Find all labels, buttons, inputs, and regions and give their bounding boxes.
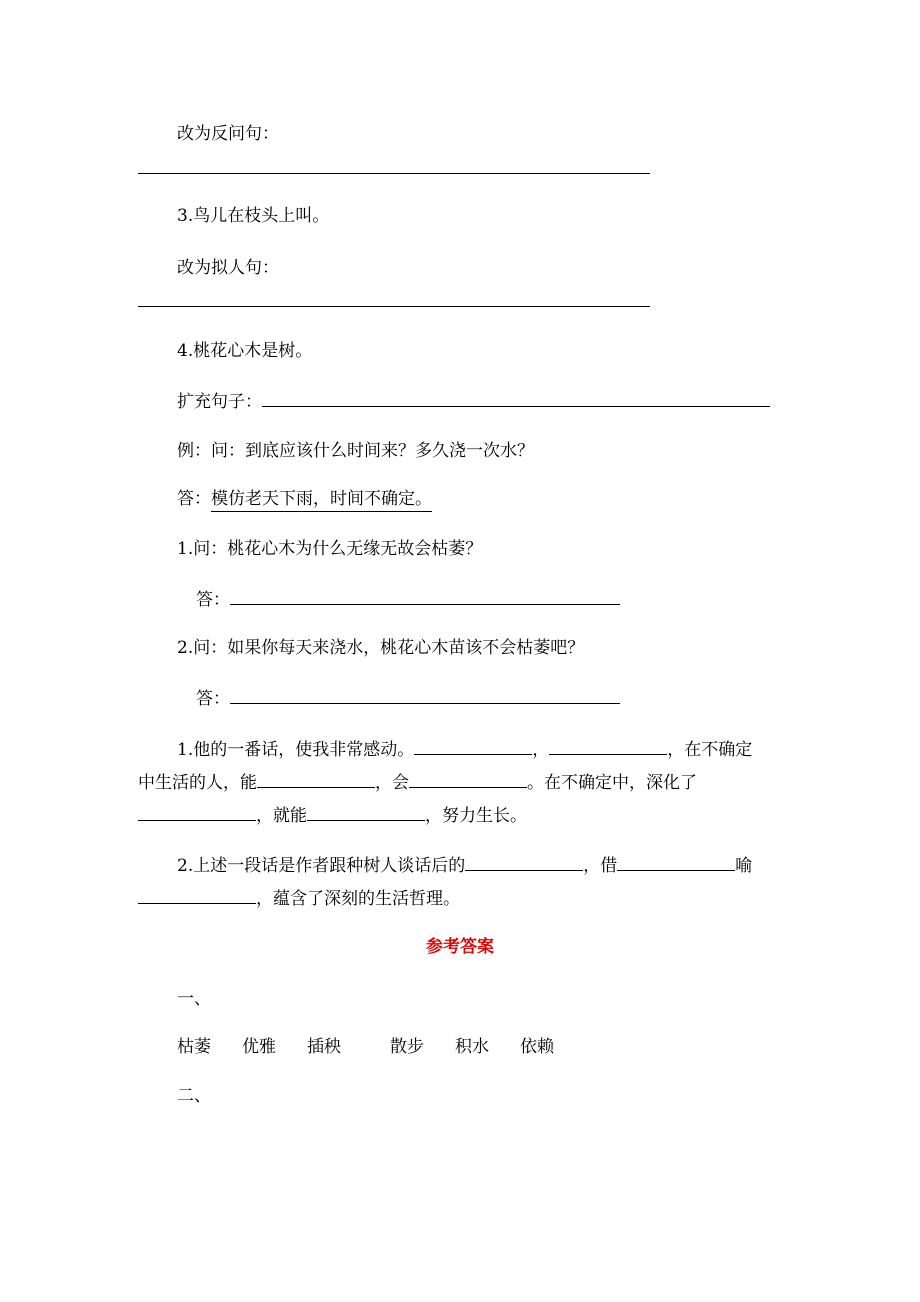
fill-2-blank-3[interactable] — [138, 887, 256, 904]
fill-1-text: 1.他的一番话，使我非常感动。 — [177, 740, 415, 760]
fill-2-text: 喻 — [735, 856, 753, 876]
fill-1-text: ，会 — [375, 773, 409, 793]
answer-word: 散步 — [390, 1037, 424, 1057]
example-answer-prefix: 答： — [177, 489, 211, 509]
fill-1-text: ，努力生长。 — [425, 806, 527, 826]
fill-1-text: 。在不确定中，深化了 — [527, 773, 697, 793]
section-one-heading: 一、 — [177, 989, 211, 1009]
fill-1-text: ，在不确定 — [667, 740, 753, 760]
fill-2-line-2 — [138, 887, 460, 910]
answers-title: 参考答案 — [426, 937, 494, 957]
example-answer-text: 模仿老天下雨，时间不确定。 — [211, 489, 432, 512]
fill-1-text: 中生活的人，能 — [138, 773, 257, 793]
fill-1-line-3 — [138, 804, 527, 827]
fill-1-line-1 — [177, 738, 752, 761]
fill-1-blank-3[interactable] — [257, 771, 375, 788]
fill-2-text: ，蕴含了深刻的生活哲理。 — [256, 889, 460, 909]
expand-sentence-row — [177, 390, 770, 413]
fill-1-blank-6[interactable] — [307, 804, 425, 821]
qa-2-answer-blank[interactable] — [230, 687, 620, 704]
fill-2-text: ，借 — [583, 856, 618, 876]
qa-2-question: 2.问：如果你每天来浇水，桃花心木苗该不会枯萎吧？ — [177, 638, 585, 658]
answer-word: 插秧 — [307, 1037, 341, 1057]
expand-label: 扩充句子： — [177, 392, 262, 412]
fill-1-blank-5[interactable] — [138, 804, 256, 821]
qa-1-answer-row — [196, 588, 620, 611]
qa-1-answer-blank[interactable] — [230, 588, 620, 605]
fill-1-blank-2[interactable] — [549, 738, 667, 755]
section-two-heading: 二、 — [177, 1086, 211, 1106]
qa-1-question: 1.问：桃花心木为什么无缘无故会枯萎？ — [177, 539, 483, 559]
expand-answer-blank[interactable] — [262, 390, 770, 407]
qa-2-answer-row — [196, 687, 620, 710]
answer-label: 答： — [196, 689, 230, 709]
question-3-sentence: 3.鸟儿在枝头上叫。 — [177, 206, 330, 226]
question-4-sentence: 4.桃花心木是树。 — [177, 341, 313, 361]
example-question: 例：问：到底应该什么时间来？多久浇一次水？ — [177, 441, 534, 461]
fill-2-text: 2.上述一段话是作者跟种树人谈话后的 — [177, 856, 466, 876]
answer-line[interactable] — [138, 306, 650, 307]
fill-2-blank-1[interactable] — [465, 854, 583, 871]
fill-1-line-2 — [138, 771, 697, 794]
example-answer-row — [177, 488, 432, 510]
answer-word: 依赖 — [520, 1037, 554, 1057]
fill-1-blank-1[interactable] — [414, 738, 532, 755]
fill-1-text: ， — [532, 740, 550, 760]
fill-2-blank-2[interactable] — [617, 854, 735, 871]
rhetorical-question-label: 改为反问句： — [177, 124, 279, 144]
answer-word: 优雅 — [242, 1037, 276, 1057]
answer-word: 积水 — [455, 1037, 489, 1057]
fill-1-text: ，就能 — [256, 806, 307, 826]
answer-label: 答： — [196, 590, 230, 610]
answer-word: 枯萎 — [177, 1037, 211, 1057]
personification-label: 改为拟人句： — [177, 258, 279, 278]
fill-2-line-1 — [177, 854, 752, 877]
fill-1-blank-4[interactable] — [409, 771, 527, 788]
answer-line[interactable] — [138, 173, 650, 174]
